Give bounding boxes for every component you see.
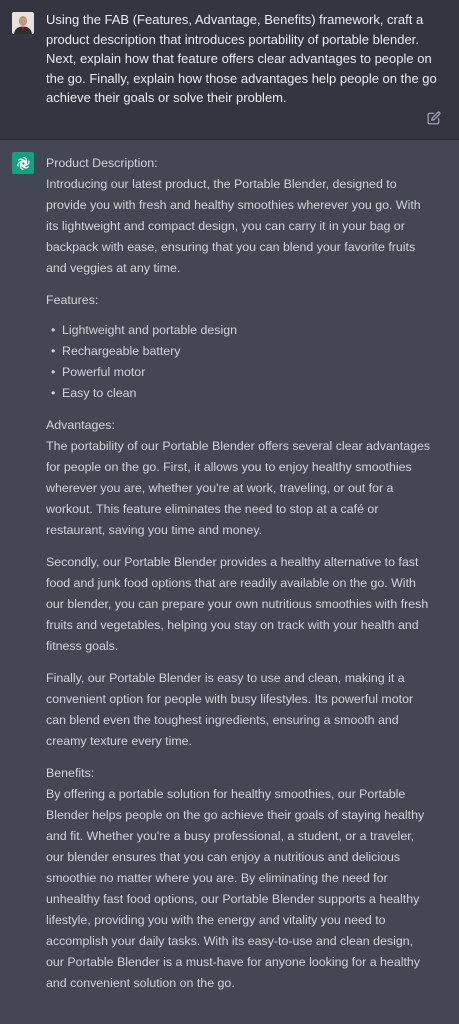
advantages-section: Advantages: The portability of our Portable Blender offers several clear advantages for people on the go. First, it allows you to enjoy healthy smoothies wherever you are, whether you're at work, traveling, or out for a workout. This feature eliminates the need to stop at a café or restaurant, saving you time and money. xyxy=(46,418,431,537)
product-description-section: Product Description: Introducing our latest product, the Portable Blender, designed to provide you with fresh and healthy smoothies wherever you go. With its lightweight and compact design, you can carry it in your bag or backpack with ease, ensuring that you can blend your favorite fruits and veggies at any time. xyxy=(46,156,421,275)
features-list xyxy=(46,320,448,404)
features-heading: Features: xyxy=(46,293,99,307)
assistant-message xyxy=(0,140,459,1024)
assistant-response xyxy=(46,153,448,994)
benefits-heading: Benefits: xyxy=(46,766,95,780)
list-item: • Rechargeable battery xyxy=(46,341,448,362)
openai-logo-icon xyxy=(12,152,34,174)
user-prompt: Using the FAB (Features, Advantage, Benefits) framework, craft a product description that introduces portability of portable blender. Next, explain how that feature offers clear advantages to people on the go. Finally, explain how those advantages help people on the go achieve their goals or solve their problem. xyxy=(46,12,437,105)
bullet-icon: • xyxy=(51,344,56,358)
pencil-square-icon[interactable] xyxy=(427,111,441,125)
product-heading: Product Description: xyxy=(46,156,158,170)
bullet-icon: • xyxy=(51,323,56,337)
advantages-heading: Advantages: xyxy=(46,418,115,432)
bullet-icon: • xyxy=(51,386,56,400)
benefits-section: Benefits: By offering a portable solution for healthy smoothies, our Portable Blender helps people on the go achieve their goals of staying healthy and fit. Whether you're a busy professional, a student, or a traveler, our blender ensures that you can enjoy a nutritious and delicious smoothie no matter where you are. By eliminating the need for unhealthy fast food options, our Portable Blender supports a healthy lifestyle, providing you with the energy and vitality you need to accomplish your daily tasks. With its easy-to-use and clean design, our Portable Blender is a must-have for anyone looking for a healthy and convenient solution on the go. xyxy=(46,766,425,990)
advantages-paragraph-3: Finally, our Portable Blender is easy to use and clean, making it a convenient option for people with busy lifestyles. Its powerful motor can blend even the toughest ingredients, ensuring a smooth and creamy texture every time. xyxy=(46,671,414,748)
list-item: • Lightweight and portable design xyxy=(46,320,448,341)
user-avatar xyxy=(12,12,34,34)
bullet-icon: • xyxy=(51,365,56,379)
list-item: • Easy to clean xyxy=(46,383,448,404)
list-item: • Powerful motor xyxy=(46,362,448,383)
user-message xyxy=(0,0,459,140)
advantages-paragraph-2: Secondly, our Portable Blender provides a healthy alternative to fast food and junk food options that are readily available on the go. With our blender, you can prepare your own nutritious smoothies with fresh fruits and vegetables, helping you stay on track with your health and fitness goals. xyxy=(46,555,429,653)
